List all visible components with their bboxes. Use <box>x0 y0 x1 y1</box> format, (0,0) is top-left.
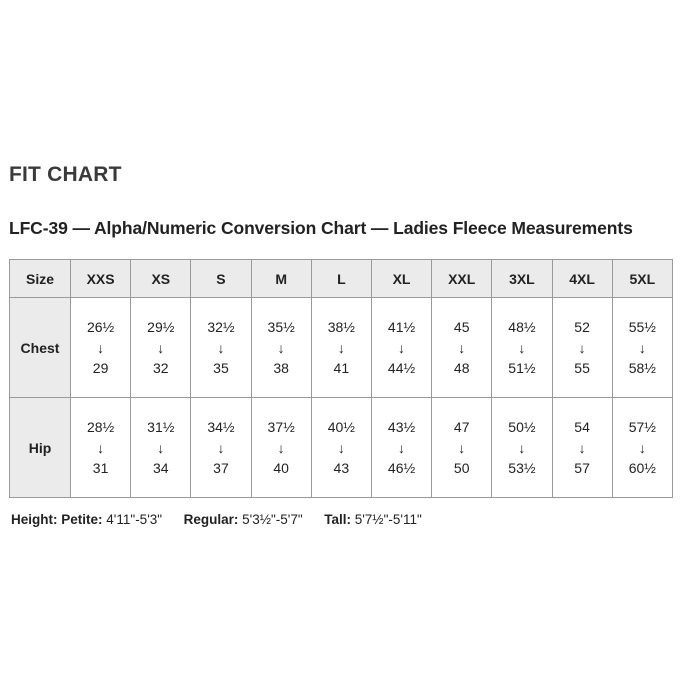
arrow-down-icon: ↓ <box>277 439 285 456</box>
range-to: 32 <box>152 359 169 376</box>
measurement-cell <box>191 398 251 498</box>
measurement-cell <box>552 298 612 398</box>
range-from: 29½ <box>147 318 175 335</box>
measurement-cell <box>492 398 552 498</box>
range-to: 41 <box>333 359 350 376</box>
fit-chart-table <box>9 259 673 498</box>
range-to: 29 <box>92 359 109 376</box>
range-from: 32½ <box>207 318 235 335</box>
arrow-down-icon: ↓ <box>157 439 165 456</box>
range-to: 53½ <box>508 459 536 476</box>
arrow-down-icon: ↓ <box>578 339 586 356</box>
arrow-down-icon: ↓ <box>398 439 406 456</box>
measurement-cell <box>432 298 492 398</box>
arrow-down-icon: ↓ <box>578 439 586 456</box>
size-header-cell: XL <box>371 260 431 298</box>
range-from: 43½ <box>387 418 416 435</box>
range-from: 28½ <box>86 418 115 435</box>
arrow-down-icon: ↓ <box>518 439 526 456</box>
range-from: 41½ <box>387 318 416 335</box>
measurement-cell <box>371 298 431 398</box>
arrow-down-icon: ↓ <box>518 339 526 356</box>
arrow-down-icon: ↓ <box>157 339 165 356</box>
measurement-cell <box>492 298 552 398</box>
range-from: 50½ <box>508 418 536 435</box>
range-to: 48 <box>453 359 470 376</box>
size-header-cell: M <box>251 260 311 298</box>
row-label: Chest <box>10 298 71 398</box>
arrow-down-icon: ↓ <box>337 339 345 356</box>
range-from: 54 <box>574 418 590 435</box>
range-to: 38 <box>273 359 289 376</box>
chart-subtitle: LFC-39 — Alpha/Numeric Conversion Chart — Ladies Fleece Measurements <box>9 218 633 238</box>
arrow-down-icon: ↓ <box>398 339 406 356</box>
measurement-cell <box>131 298 191 398</box>
arrow-down-icon: ↓ <box>97 439 105 456</box>
size-header-cell: XXS <box>71 260 131 298</box>
range-to: 40 <box>273 459 289 476</box>
range-from: 45 <box>453 318 470 335</box>
range-to: 50 <box>453 459 470 476</box>
petite-label: Petite: <box>61 512 103 527</box>
measurement-cell <box>311 298 371 398</box>
page-title: FIT CHART <box>9 163 122 186</box>
range-to: 31 <box>92 459 109 476</box>
tall-label: Tall: <box>324 512 351 527</box>
measurement-cell <box>552 398 612 498</box>
measurement-cell <box>71 398 131 498</box>
range-from: 48½ <box>508 318 536 335</box>
range-from: 35½ <box>267 318 295 335</box>
arrow-down-icon: ↓ <box>217 339 225 356</box>
arrow-down-icon: ↓ <box>458 339 466 356</box>
regular-label: Regular: <box>183 512 239 527</box>
range-to: 34 <box>152 459 169 476</box>
size-header-row <box>10 260 673 298</box>
measurement-cell <box>191 298 251 398</box>
measurement-cell <box>371 398 431 498</box>
range-from: 52 <box>574 318 590 335</box>
size-column-header: Size <box>10 260 71 298</box>
measurement-cell <box>71 298 131 398</box>
range-to: 44½ <box>387 359 416 376</box>
range-from: 38½ <box>327 318 355 335</box>
range-to: 37 <box>213 459 229 476</box>
size-header-cell: XXL <box>432 260 492 298</box>
range-from: 31½ <box>147 418 175 435</box>
range-to: 51½ <box>508 359 536 376</box>
measurement-cell <box>612 398 672 498</box>
measurement-cell <box>612 298 672 398</box>
arrow-down-icon: ↓ <box>638 439 646 456</box>
measurement-cell <box>251 398 311 498</box>
regular-value: 5'3½"-5'7" <box>242 512 303 527</box>
measurement-cell <box>251 298 311 398</box>
range-to: 35 <box>213 359 229 376</box>
size-header-cell: 5XL <box>612 260 672 298</box>
arrow-down-icon: ↓ <box>638 339 646 356</box>
range-to: 60½ <box>628 459 656 476</box>
range-to: 55 <box>574 359 590 376</box>
range-from: 37½ <box>267 418 295 435</box>
range-from: 55½ <box>628 318 656 335</box>
petite-value: 4'11"-5'3" <box>106 512 163 527</box>
height-ranges <box>11 512 422 527</box>
size-header-cell: S <box>191 260 251 298</box>
range-to: 58½ <box>628 359 656 376</box>
range-to: 43 <box>333 459 350 476</box>
range-to: 57 <box>574 459 590 476</box>
size-header-cell: 3XL <box>492 260 552 298</box>
arrow-down-icon: ↓ <box>97 339 105 356</box>
size-header-cell: 4XL <box>552 260 612 298</box>
range-from: 47 <box>453 418 470 435</box>
measurement-row <box>10 398 673 498</box>
range-from: 40½ <box>327 418 355 435</box>
arrow-down-icon: ↓ <box>458 439 466 456</box>
size-header-cell: XS <box>131 260 191 298</box>
measurement-cell <box>131 398 191 498</box>
arrow-down-icon: ↓ <box>277 339 285 356</box>
size-header-cell: L <box>311 260 371 298</box>
tall-value: 5'7½"-5'11" <box>354 512 422 527</box>
range-from: 34½ <box>207 418 235 435</box>
range-to: 46½ <box>387 459 416 476</box>
measurement-cell <box>432 398 492 498</box>
range-from: 57½ <box>628 418 656 435</box>
measurement-cell <box>311 398 371 498</box>
range-from: 26½ <box>86 318 115 335</box>
row-label: Hip <box>10 398 71 498</box>
arrow-down-icon: ↓ <box>337 439 345 456</box>
height-label: Height: <box>11 512 58 527</box>
arrow-down-icon: ↓ <box>217 439 225 456</box>
measurement-row <box>10 298 673 398</box>
